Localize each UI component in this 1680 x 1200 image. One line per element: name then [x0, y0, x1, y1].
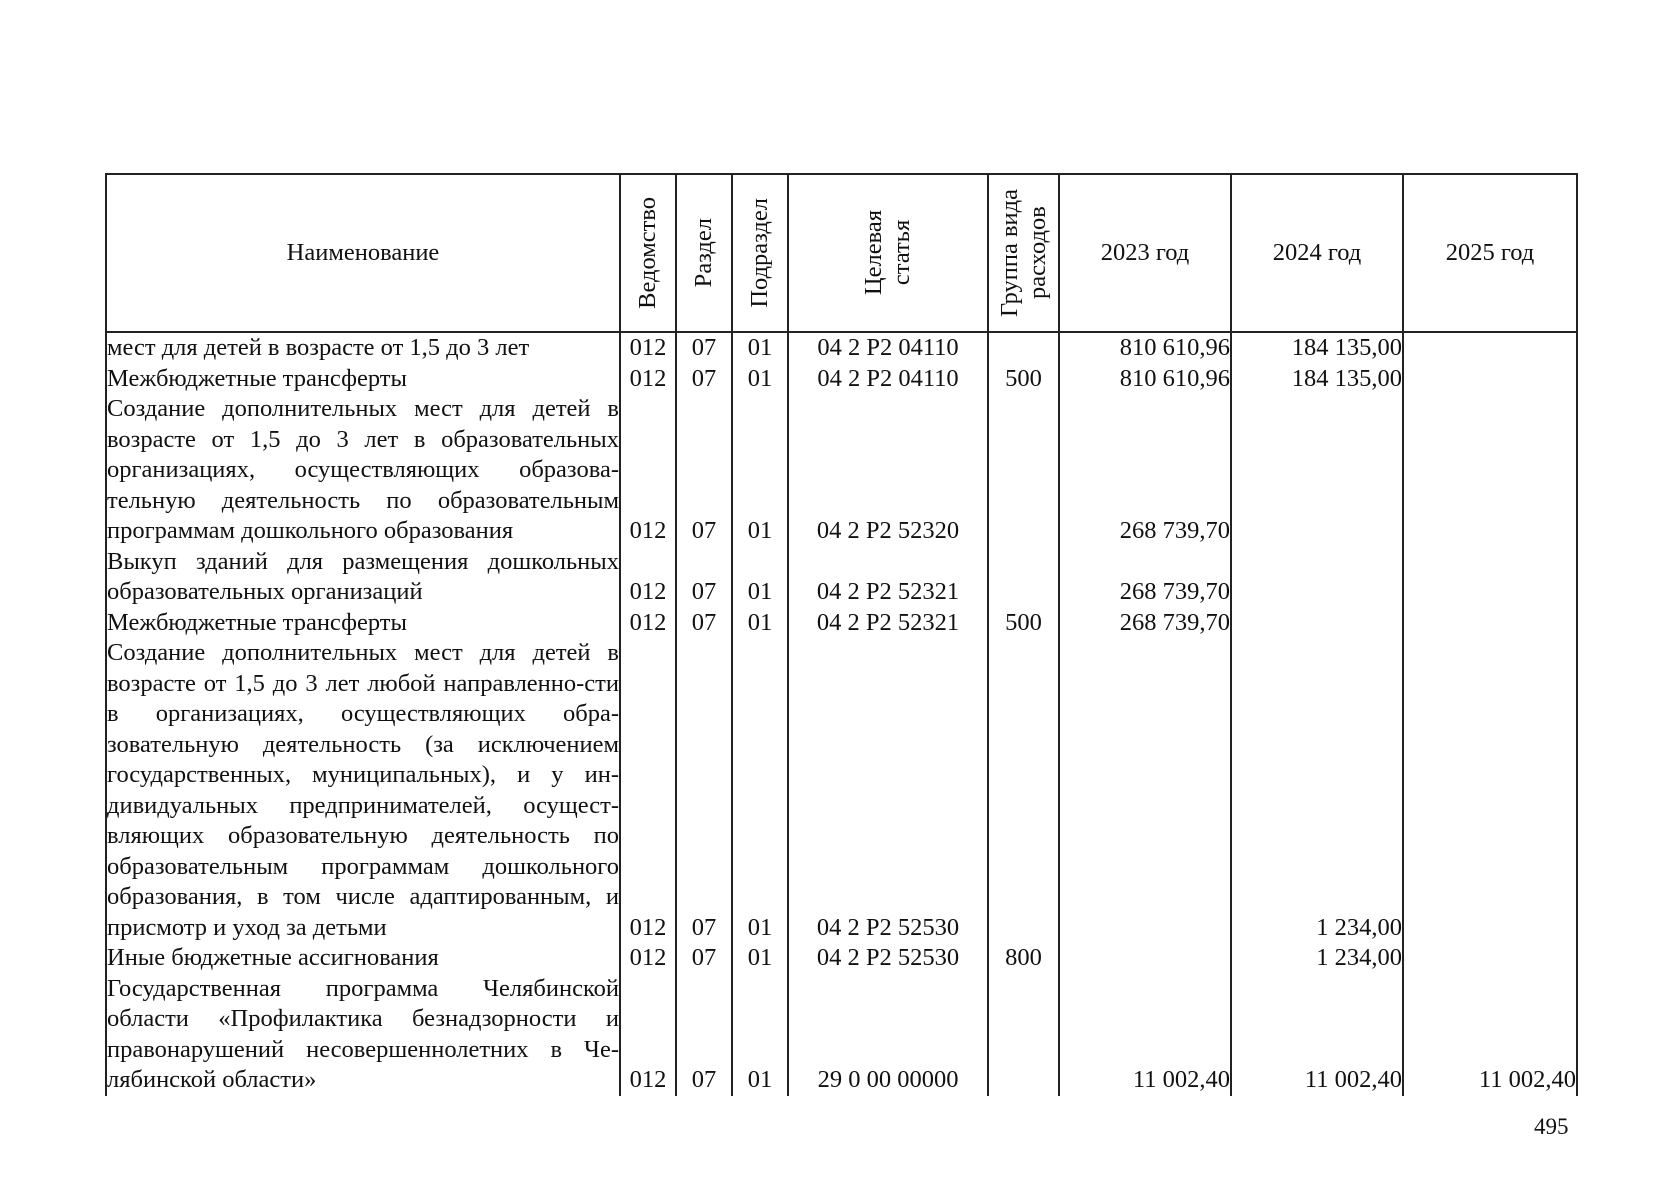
- header-celevaya-statya: Целевая статья: [788, 174, 988, 332]
- table-row: [106, 394, 1577, 547]
- cell-vedomstvo: 012: [620, 394, 676, 547]
- cell-2023: 11 002,40: [1059, 974, 1231, 1096]
- cell-2025: [1403, 547, 1577, 608]
- header-razdel: Раздел: [676, 174, 732, 332]
- cell-2025: [1403, 394, 1577, 547]
- cell-2025: [1403, 364, 1577, 395]
- cell-razdel: 07: [676, 394, 732, 547]
- cell-podrazdel: 01: [732, 638, 788, 943]
- cell-vedomstvo: 012: [620, 364, 676, 395]
- cell-2025: [1403, 943, 1577, 974]
- table-row: [106, 547, 1577, 608]
- cell-podrazdel: 01: [732, 547, 788, 608]
- cell-2024: 11 002,40: [1231, 974, 1403, 1096]
- cell-razdel: 07: [676, 608, 732, 639]
- cell-gruppa-vida: 800: [988, 943, 1059, 974]
- cell-name: Создание дополнительных мест для детей в возрасте от 1,5 до 3 лет любой направленно-сти в организациях, осуществляющих обра-зовательную деятельность (за исключением государственных, муниципальных), и у ин-дивидуальных предпринимателей, осущест-вляющих образовательную деятельность по образовательным программам дошкольного образования, в том числе адаптированным, и присмотр и уход за детьми: [106, 638, 620, 943]
- budget-table: [105, 173, 1578, 1096]
- cell-vedomstvo: 012: [620, 332, 676, 364]
- cell-2023: 810 610,96: [1059, 364, 1231, 395]
- cell-celevaya-statya: 04 2 P2 04110: [788, 332, 988, 364]
- cell-razdel: 07: [676, 974, 732, 1096]
- cell-2025: [1403, 638, 1577, 943]
- cell-2023: [1059, 943, 1231, 974]
- table-header-row: [106, 174, 1577, 332]
- table-body: [106, 332, 1577, 1096]
- cell-podrazdel: 01: [732, 943, 788, 974]
- header-year-2024: 2024 год: [1231, 174, 1403, 332]
- cell-2024: 184 135,00: [1231, 364, 1403, 395]
- cell-vedomstvo: 012: [620, 638, 676, 943]
- cell-gruppa-vida: 500: [988, 608, 1059, 639]
- cell-podrazdel: 01: [732, 394, 788, 547]
- cell-podrazdel: 01: [732, 974, 788, 1096]
- cell-name: Государственная программа Челябинской области «Профилактика безнадзорности и правонарушений несовершеннолетних в Че-лябинской области»: [106, 974, 620, 1096]
- page-number: 495: [1534, 1114, 1569, 1139]
- cell-2023: 268 739,70: [1059, 394, 1231, 547]
- cell-2023: [1059, 638, 1231, 943]
- cell-name: Межбюджетные трансферты: [106, 608, 620, 639]
- header-year-2023: 2023 год: [1059, 174, 1231, 332]
- cell-podrazdel: 01: [732, 364, 788, 395]
- cell-razdel: 07: [676, 943, 732, 974]
- cell-gruppa-vida: [988, 547, 1059, 608]
- header-year-2025: 2025 год: [1403, 174, 1577, 332]
- cell-2025: [1403, 332, 1577, 364]
- cell-2023: 810 610,96: [1059, 332, 1231, 364]
- cell-podrazdel: 01: [732, 608, 788, 639]
- table-row: [106, 943, 1577, 974]
- cell-celevaya-statya: 04 2 P2 52321: [788, 608, 988, 639]
- cell-gruppa-vida: [988, 394, 1059, 547]
- cell-2024: 1 234,00: [1231, 638, 1403, 943]
- cell-vedomstvo: 012: [620, 608, 676, 639]
- cell-2024: [1231, 394, 1403, 547]
- header-podrazdel: Подраздел: [732, 174, 788, 332]
- table-row: [106, 974, 1577, 1096]
- cell-gruppa-vida: [988, 638, 1059, 943]
- cell-celevaya-statya: 04 2 P2 52321: [788, 547, 988, 608]
- cell-2025: 11 002,40: [1403, 974, 1577, 1096]
- cell-gruppa-vida: [988, 974, 1059, 1096]
- table-row: [106, 332, 1577, 364]
- cell-2024: 184 135,00: [1231, 332, 1403, 364]
- cell-2024: [1231, 608, 1403, 639]
- cell-name: Выкуп зданий для размещения дошкольных образовательных организаций: [106, 547, 620, 608]
- cell-name: Создание дополнительных мест для детей в возрасте от 1,5 до 3 лет в образовательных организациях, осуществляющих образова-тельную деятельность по образовательным программам дошкольного образования: [106, 394, 620, 547]
- cell-vedomstvo: 012: [620, 547, 676, 608]
- cell-2023: 268 739,70: [1059, 547, 1231, 608]
- table-row: [106, 608, 1577, 639]
- cell-2024: 1 234,00: [1231, 943, 1403, 974]
- cell-celevaya-statya: 04 2 P2 52530: [788, 638, 988, 943]
- header-gruppa-vida-rashodov: Группа вида расходов: [988, 174, 1059, 332]
- cell-razdel: 07: [676, 638, 732, 943]
- table-row: [106, 638, 1577, 943]
- cell-name: Иные бюджетные ассигнования: [106, 943, 620, 974]
- cell-razdel: 07: [676, 364, 732, 395]
- cell-gruppa-vida: [988, 332, 1059, 364]
- cell-gruppa-vida: 500: [988, 364, 1059, 395]
- cell-2025: [1403, 608, 1577, 639]
- cell-celevaya-statya: 29 0 00 00000: [788, 974, 988, 1096]
- cell-podrazdel: 01: [732, 332, 788, 364]
- cell-2023: 268 739,70: [1059, 608, 1231, 639]
- cell-celevaya-statya: 04 2 P2 52530: [788, 943, 988, 974]
- cell-vedomstvo: 012: [620, 943, 676, 974]
- table-row: [106, 364, 1577, 395]
- budget-table-sheet: [105, 173, 1576, 1098]
- cell-vedomstvo: 012: [620, 974, 676, 1096]
- cell-celevaya-statya: 04 2 P2 04110: [788, 364, 988, 395]
- header-vedomstvo: Ведомство: [620, 174, 676, 332]
- cell-razdel: 07: [676, 332, 732, 364]
- header-name: Наименование: [106, 174, 620, 332]
- cell-name: Межбюджетные трансферты: [106, 364, 620, 395]
- cell-celevaya-statya: 04 2 P2 52320: [788, 394, 988, 547]
- cell-2024: [1231, 547, 1403, 608]
- cell-razdel: 07: [676, 547, 732, 608]
- cell-name: мест для детей в возрасте от 1,5 до 3 лет: [106, 332, 620, 364]
